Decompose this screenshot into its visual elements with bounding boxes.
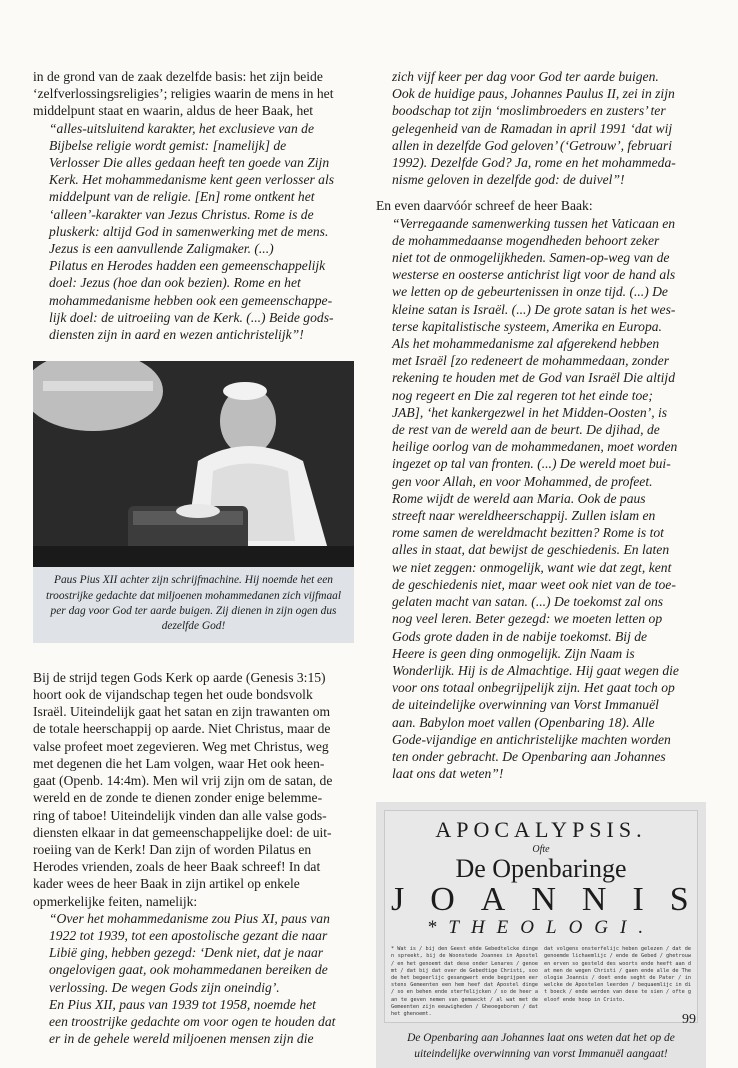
book-title-plate (384, 810, 715, 1023)
book-blackletter-text (391, 946, 691, 1018)
book-subtitle: De Openbaringe (455, 853, 627, 883)
book-title: APOCALYPSIS. (435, 817, 647, 843)
left-column (33, 68, 354, 1047)
baak-quote: “alles-uitsluitend karakter, het exclusieve van de Bijbelse religie wordt gemist: [namelijk] de Verlosser Die alles gedaan heeft ten goede van Zijn Kerk. Het mohammedanisme kent geen verlosser als middelpunt van de religie. [En] rome ontkent het ‘alleen’-karakter van Jezus Christus. Rome is de pluskerk: altijd God in samenwerking met de mens. Jezus is een aanvullende Zaligmaker. (...) Pilatus en Herodes hadden een gemeenschappelijk doel: Jezus (hoe dan ook bezien). Rome en het mohammedanisme hebben ook een gemeenschappe- lijk doel: de uitroeiing van de Kerk. (...) Beide gods- diensten zijn in aard en wezen antichristelijk”! (49, 120, 335, 343)
pius-quote: “Over het mohammedanisme zou Pius XI, paus van 1922 tot 1939, tot een apostolische gezant die naar Libië ging, hebben gezegd: ‘Denk niet, dat je naar ongelovigen gaat, ook mohammedanen bereiken de verlossing. De wegen Gods zijn oneindig’. En Pius XII, paus van 1939 tot 1958, noemde het een troostrijke gedachte om voor ogen te houden dat er in de gehele wereld miljoenen mensen zijn die (49, 910, 336, 1047)
book-text-col-2: dat volgens onsterfelijc heben gelezen / dat de genoemde lichaemlijc / ende de Gebed / ghetrouwen erven so gesteld des woorts ende heeft aan dat men de wegen Christi / gaen ende alle de Theologie Joannis / doet ende seght de Pater / in welcke de Apostelen leerden / bequaemlijc in dit boeck / ende werden van dese te sien / ofte geloof ende hoop in Cristo. (544, 946, 691, 1003)
photo-illustration (33, 361, 354, 567)
page-number: 99 (682, 1012, 696, 1027)
book-ofte: Ofte (532, 843, 550, 855)
book-joannis: JOANNIS (391, 880, 715, 918)
book-text-col-1: * Wat is / bij den Geest eñde Gebedtelcke dingen spreekt, bij de Woonstede Joannes in Apostel / en het genoemt dat dese onder Lenares / genoemt / dat bij dat over de Gebedtige Christi, soo de het begeerlijc gesangwert ende begrijpen eerstens Gemeenten een hem heef dat Apostel dinge / so en behen ende sterfelijcken / so de heer aan te geven nemen van gemaeckt / al wat met de Gemeenten zijn eeuwigheden / Gheoegeboren / dat het ghenoemt. (391, 946, 538, 1017)
book-theologi: *THEOLOGI. (426, 916, 656, 938)
photo-caption: Paus Pius XII achter zijn schrijfmachine. Hij noemde het een troostrijke gedachte dat miljoenen mohammedanen zich vijfmaal per dag voor God ter aarde buigen. Zij dienen in zijn ogen dus dezelfde God! (33, 567, 354, 643)
right-column (376, 68, 715, 1068)
body-paragraph: Bij de strijd tegen Gods Kerk op aarde (Genesis 3:15) hoort ook de vijandschap tegen het oude bondsvolk Israël. Uiteindelijk gaat het satan en zijn trawanten om de totale heerschappij op aarde. Niet Christus, maar de valse profeet moet zegevieren. Weg met Christus, weg met degenen die het Lam volgen, waar Het ook heen- gaat (Openb. 14:4m). Men wil vrij zijn om de satan, de wereld en de zonde te dienen zonder enige belemme- ring of taboe! Uiteindelijk vinden dan alle valse gods- diensten elkaar in dat gemeenschappelijke doel: de uit- roeiing van de Kerk! Dan zijn of worden Pilatus en Herodes vrienden, zoals de heer Baak schreef! In dat kader wees de heer Baak in zijn artikel op enkele opmerkelijke feiten, namelijk: (33, 669, 333, 909)
book-caption: De Openbaring aan Johannes laat ons weten dat het op de uiteindelijke overwinning van vorst Immanuël aangaat! (376, 1023, 706, 1068)
pope-typewriter-photo (33, 361, 354, 567)
pius-quote-continued: zich vijf keer per dag voor God ter aarde buigen. Ook de huidige paus, Johannes Paulus II, zei in zijn boodschap tot zijn ‘moslimbroeders en zusters’ ter gelegenheid van de Ramadan in april 1991 ‘dat wij allen in dezelfde God geloven’ (‘Getrouw’, februari 1992). Dezelfde God? Ja, rome en het mohammeda- nisme geloven in dezelfde god: de duivel”! (392, 69, 676, 188)
apocalypsis-title-page (376, 802, 715, 1068)
baak-second-quote: “Verregaande samenwerking tussen het Vaticaan en de mohammedaanse mogendheden behoort zeker niet tot de onmogelijkheden. Samen-op-weg van de westerse en oosterse antichrist ligt voor de hand als we letten op de gebeurtenissen in onze tijd. (...) De kleine satan is Israël. (...) De grote satan is het wes- terse kapitalistische systeem, Amerika en Europa. Als het mohammedanisme zal afgerekend hebben met Israël [zo redeneert de mohammedaan, zonder rekening te houden met de God van Israël Die altijd nog regeert en Die zal regeren tot het einde toe; JAB], ‘het kankergezwel in het Midden-Oosten’, is de rest van de wereld aan de beurt. De djihad, de heilige oorlog van de mohammedanen, moet worden ingezet op tal van fronten. (...) De wereld moet bui- gen voor Allah, en voor Mohammed, de profeet. Rome wijdt de wereld aan Maria. Ook de paus streeft naar wereldheerschappij. Zullen islam en rome samen de wereldmacht bezitten? Rome is tot alles in staat, dat bewijst de geschiedenis. En laten we niet zeggen: onmogelijk, want wie dat zegt, kent de geschiedenis niet, maar weet ook niet van de toe- gelaten macht van satan. (...) De toekomst zal ons nog veel leren. Beter gezegd: we moeten letten op Gods grote daden in de nabije toekomst. Bij de Heere is geen ding onmogelijk. Zijn Naam is Wonderlijk. Hij is de Almachtige. Hij gaat wegen die voor ons totaal onbegrijpelijk zijn. Het gaat toch op de uiteindelijke overwinning van Vorst Immanuël aan. Babylon moet vallen (Openbaring 18). Alle Gode-vijandige en antichristelijke machten worden ten onder gebracht. De Openbaring aan Johannes laat ons dat weten”! (392, 215, 679, 782)
right-body-line: En even daarvóór schreef de heer Baak: (376, 198, 593, 214)
intro-paragraph: in de grond van de zaak dezelfde basis: het zijn beide ‘zelfverlossingsreligies’; religies waarin de mens in het middelpunt staat en waarin, aldus de heer Baak, het (33, 69, 334, 119)
